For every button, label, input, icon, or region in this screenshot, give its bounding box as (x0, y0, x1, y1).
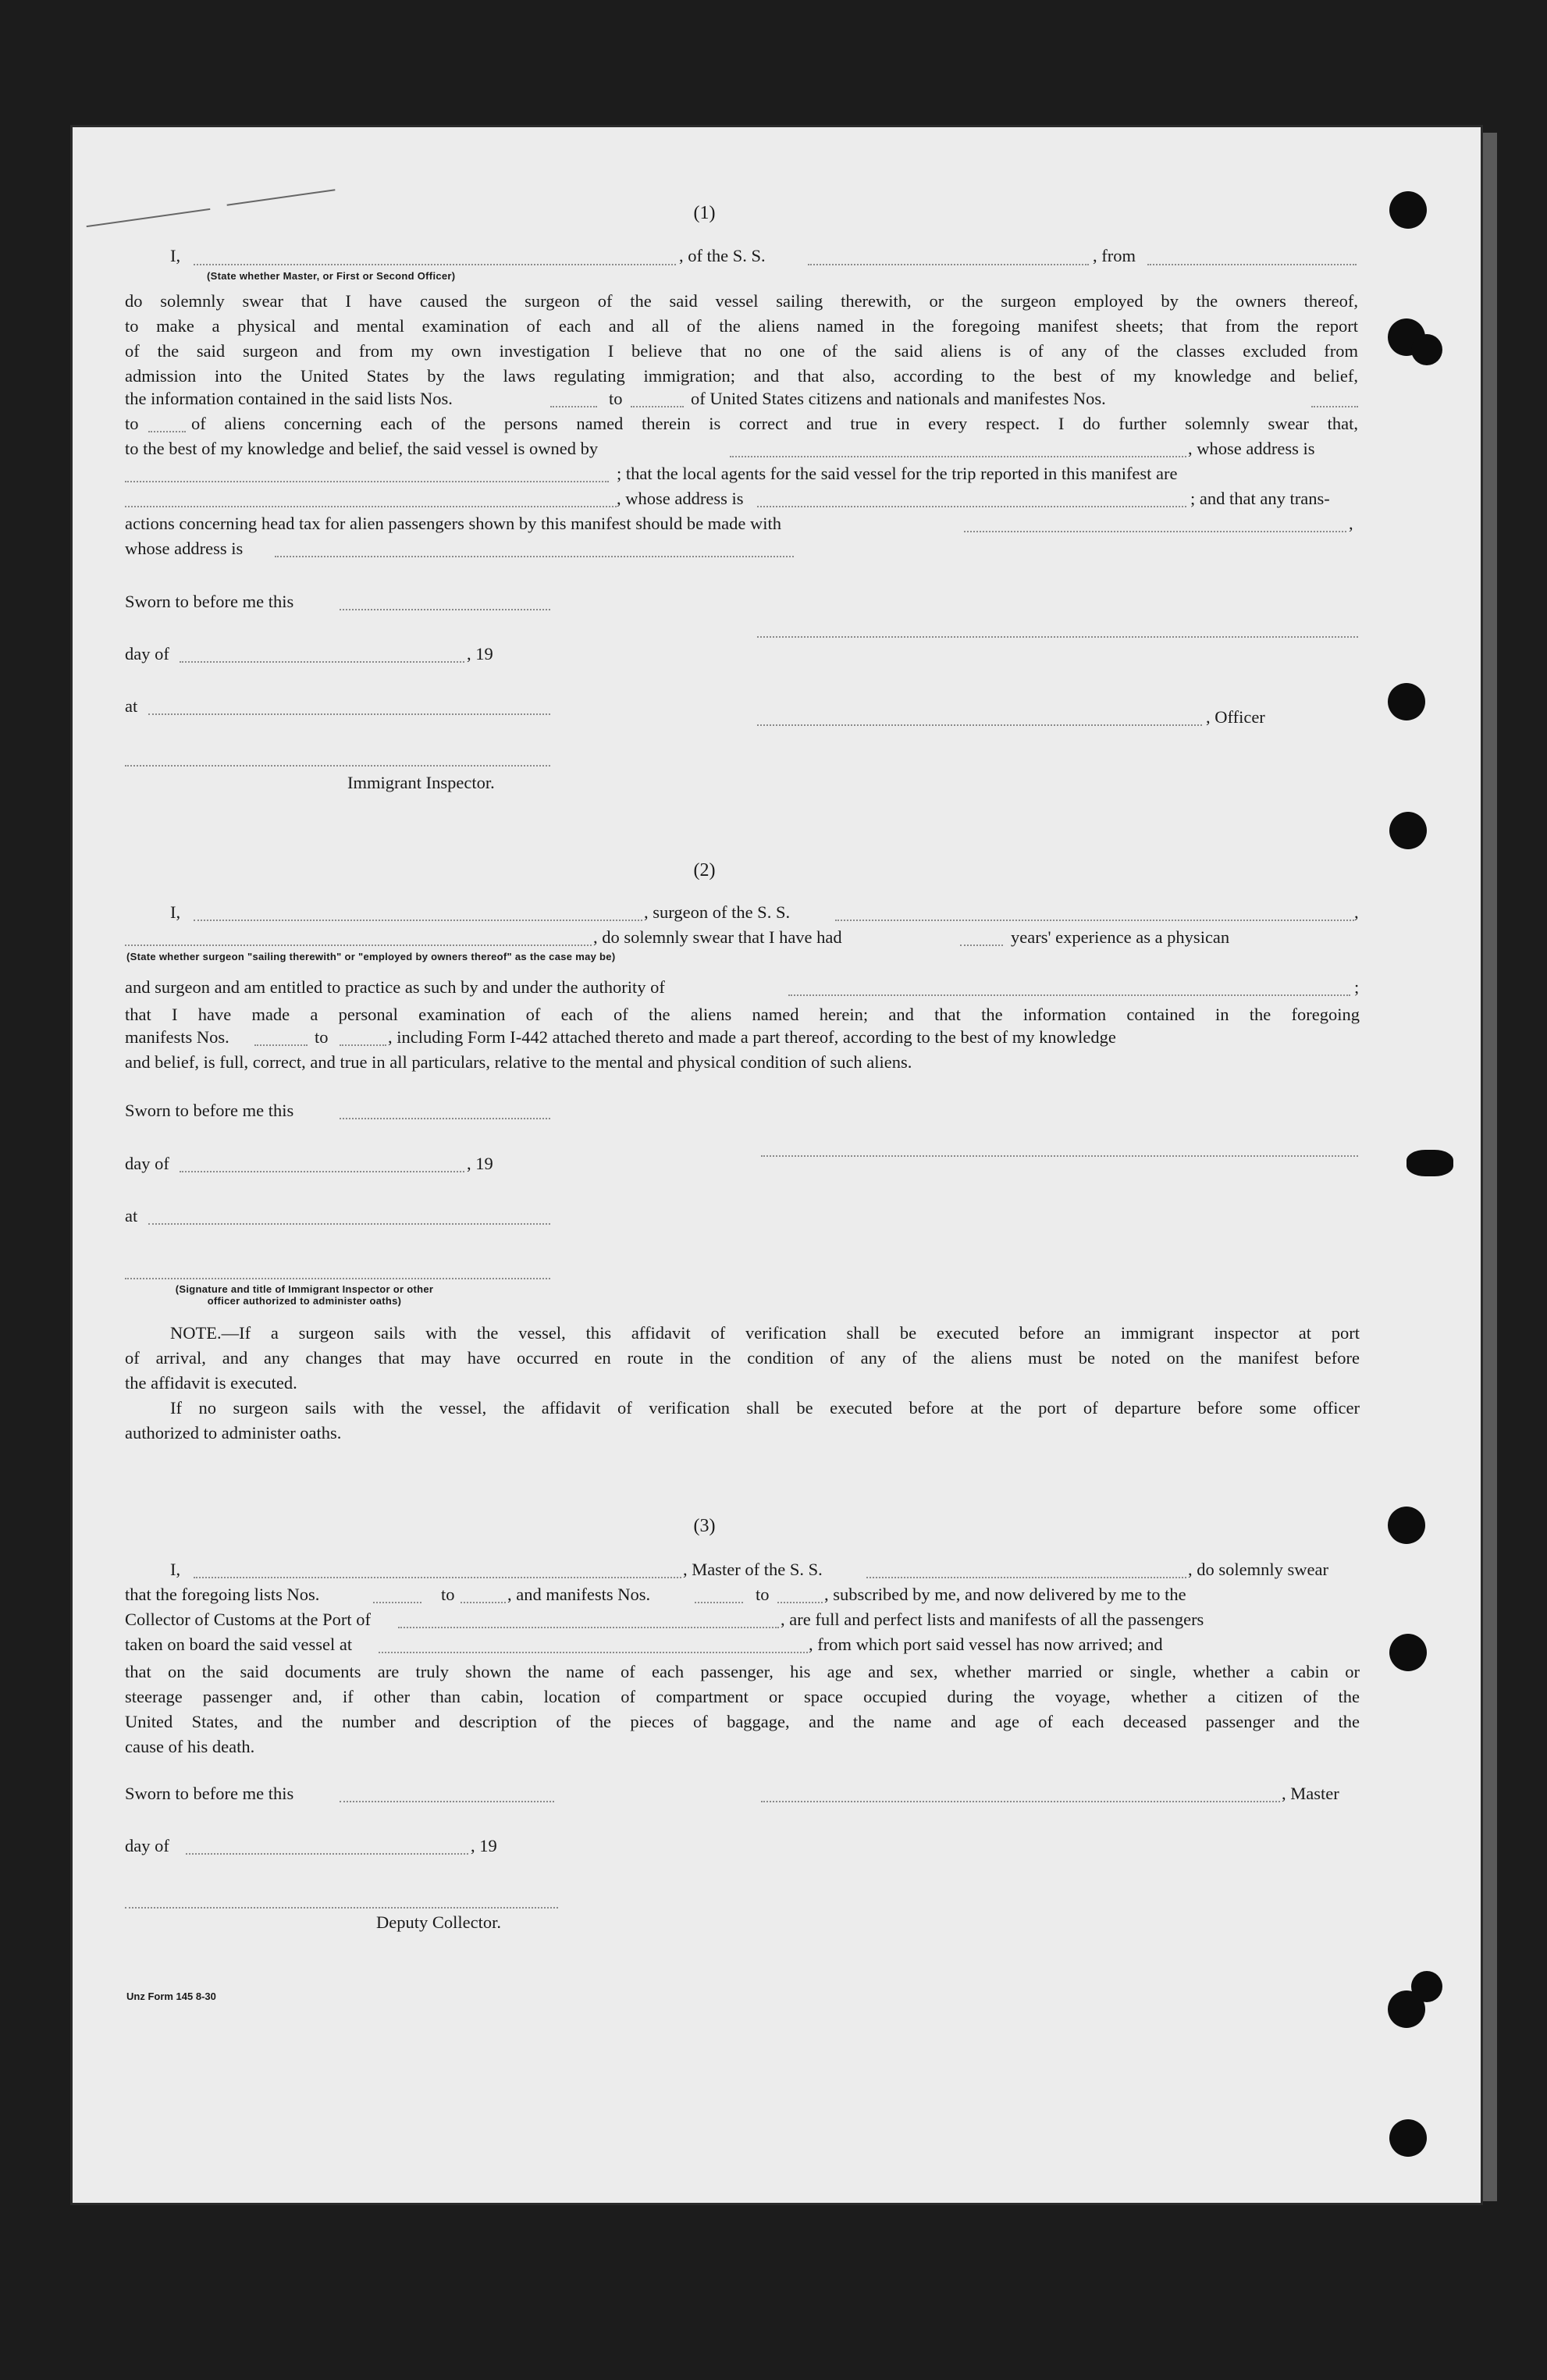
s3-paragraph: that on the said documents are truly shown the name of each passenger, his age and sex, whether married or single, whether a cabin or steerage passenger and, if other than cabin, location of compartment or space occupied during the voyage, whether a citizen of the United States, and the number and description of the pieces of baggage, and the name and age of each deceased passenger and the cause of his death. (125, 1662, 1360, 1756)
s2-ship-field[interactable] (835, 920, 1354, 921)
s2-note: NOTE.—If a surgeon sails with the vessel, this affidavit of verification shall be executed before an immigrant inspector at port of arrival, and any changes that may have occurred en route in the condition of any of the aliens must be noted on the manifest before the affidavit is executed. If no surgeon sails with the vessel, the affidavit of verification shall be executed before at the port of departure before some officer authorized to administer oaths. (125, 1323, 1360, 1443)
s1-from-field[interactable] (1147, 264, 1357, 265)
s2-inspector-field[interactable] (125, 1278, 550, 1279)
s1-from: , from (1093, 246, 1136, 265)
s3-day-field[interactable] (186, 1853, 468, 1855)
s3-boarded-at-field[interactable] (379, 1652, 808, 1653)
punch-hole (1389, 812, 1427, 849)
section-2-number: (2) (693, 860, 716, 880)
s1-name-field[interactable] (194, 264, 676, 265)
s2-last-line: and belief, is full, correct, and true in all particulars, relative to the mental and physical condition of such aliens. (125, 1052, 912, 1072)
s1-lists-c: of United States citizens and nationals and manifestes Nos. (691, 389, 1106, 408)
s1-owner-address-field[interactable] (125, 481, 609, 482)
s1-day-field[interactable] (180, 661, 464, 663)
s1-officer: , Officer (1206, 707, 1265, 727)
s1-lists-to-field[interactable] (631, 406, 684, 407)
s3-swear: , do solemnly swear (1188, 1560, 1328, 1579)
s1-sworn-field[interactable] (340, 609, 550, 610)
s1-inspector-field[interactable] (125, 765, 550, 767)
s3-deputy: Deputy Collector. (376, 1912, 501, 1932)
s2-sworn-field[interactable] (340, 1118, 550, 1119)
s2-years-field[interactable] (960, 945, 1003, 946)
s1-inspector: Immigrant Inspector. (347, 773, 495, 792)
punch-hole (1411, 334, 1442, 365)
s3-lists-to-field[interactable] (461, 1602, 506, 1603)
form-page: (1) I, , of the S. S. , from (State whether Master, or First or Second Officer) do solemnly swear that I have caused the surgeon of the said vessel sailing therewith, or the surgeon employed by the owners thereof, to make a physical and mental examination of each and all of the aliens named in the foregoing manifest sheets; that from the report of the said surgeon and from my own investigation I believe that no one of the said aliens is of any of the classes excluded from admission into the United States by the laws regulating immigration; and that also, according to the best of my knowledge and belief, the information contained in the said lists Nos. to of United States citizens and nationals and manifestes Nos. to of aliens concerning each of the persons named therein is correct and true in every respect. I do further solemnly swear that, to the best of my knowledge and belief, the said vessel is owned by , whose address is ; that the local agents for the said vessel for the trip reported in this manifest are , whose address is ; and that any trans- actions concerning head tax for alien passengers shown by this manifest should be made with , whose address is Sworn to before me this day of , 19 at , Officer Immigrant Inspector. (2) I, , surgeon of the S. S. , , do solemnly swear that I have had years' experience as a physican (State whether surgeon "sailing therewith" or "employed by owners thereof" as the case may be) and surgeon and am entitled to practice as such by and under the authority of ; that I have made a personal examination of each of the aliens named herein; and that the information contained in the foregoing manifests Nos. to , including Form I-442 attached thereto and made a part thereof, according to the best of my knowledge and belief, is full, correct, and true in all particulars, relative to the mental and physical condition of such aliens. Sworn to before me this day of , 19 at (Signature and title of Immigrant Inspector or other officer authorized to administer oaths) NOTE.—If a surgeon sails with the vessel, this affidavit of verification shall be executed before an immigrant inspector at port of arrival, and any changes that may have occurred en route in the condition of any of the aliens must be noted on the manifest before the affidavit is executed. If no surgeon sails with the vessel, the affidavit of verification shall be executed before at the port of departure before some officer authorized to administer oaths. (3) I, , Master of the S. S. , do solemnly swear that the foregoing lists Nos. to , and manifests Nos. to , subscribed by me, and now delivered by me to the Collector of Customs at the Port of , are full and perfect lists and manifests of all the passengers taken on board the said vessel at , from which port said vessel has now arrived; and that on the said documents are truly shown the name of each passenger, his age and sex, whether married or single, whether a cabin or steerage passenger and, if other than cabin, location of compartment or space occupied during the voyage, whether a citizen of the United States, and the number and description of the pieces of baggage, and the name and age of each deceased passenger and the cause of his death. Sworn to before me this , Master day of , 19 Deputy Collector. Unz Form 145 8-30 (70, 125, 1483, 2205)
s2-authority: and surgeon and am entitled to practice as such by and under the authority of (125, 977, 665, 997)
s2-manifests-from-field[interactable] (254, 1044, 308, 1046)
s1-of-ss: , of the S. S. (679, 246, 766, 265)
s1-year: , 19 (467, 644, 493, 663)
s1-i: I, (170, 246, 181, 265)
s1-manifests-field[interactable] (1311, 406, 1358, 407)
s1-at-field[interactable] (148, 713, 550, 715)
s2-manifests-b: to (315, 1027, 329, 1047)
s2-at-field[interactable] (148, 1223, 550, 1225)
s2-i: I, (170, 902, 181, 922)
s3-master-label: , Master (1282, 1784, 1339, 1803)
s1-lists-b: to (609, 389, 623, 408)
s3-line4-b: , from which port said vessel has now arrived; and (809, 1635, 1163, 1654)
s3-line2-b: to (441, 1585, 455, 1604)
section-3-number: (3) (693, 1516, 716, 1536)
s1-head-tax-field[interactable] (964, 531, 1346, 532)
s3-port-field[interactable] (398, 1627, 779, 1628)
s1-owner-field[interactable] (730, 456, 1186, 457)
s1-sworn: Sworn to before me this (125, 592, 294, 611)
s3-line2-c: , and manifests Nos. (507, 1585, 651, 1604)
s3-sworn: Sworn to before me this (125, 1784, 294, 1803)
s2-surgeon: , surgeon of the S. S. (644, 902, 791, 922)
punch-hole (1389, 191, 1427, 229)
s3-line2-e: , subscribed by me, and now delivered by me to the (824, 1585, 1186, 1604)
punch-hole (1389, 2119, 1427, 2157)
s3-i: I, (170, 1560, 181, 1579)
s2-line2-a: , do solemnly swear that I have had (593, 927, 842, 947)
s3-line3-b: , are full and perfect lists and manifests of all the passengers (781, 1610, 1204, 1629)
s3-line2-d: to (756, 1585, 770, 1604)
s3-manifests-from-field[interactable] (695, 1602, 743, 1603)
s2-name-field[interactable] (194, 920, 642, 921)
page-edge (1483, 133, 1497, 2201)
s1-at: at (125, 696, 138, 716)
s1-head-tax: actions concerning head tax for alien passengers shown by this manifest should be made with (125, 514, 782, 533)
punch-hole (1388, 1507, 1425, 1544)
s2-paragraph: that I have made a personal examination of each of the aliens named herein; and that the information contained in the foregoing (125, 1005, 1360, 1024)
s3-year: , 19 (471, 1836, 497, 1855)
s1-agents-field[interactable] (125, 506, 617, 507)
s1-owned-a: to the best of my knowledge and belief, the said vessel is owned by (125, 439, 599, 458)
s3-line2-a: that the foregoing lists Nos. (125, 1585, 320, 1604)
s1-address-a: , whose address is (617, 489, 744, 508)
s1-day-of: day of (125, 644, 169, 663)
s2-signature-note: (Signature and title of Immigrant Inspector or other officer authorized to administer oaths) (175, 1283, 434, 1307)
s3-line4-a: taken on board the said vessel at (125, 1635, 353, 1654)
s2-manifests-c: , including Form I-442 attached thereto and made a part thereof, according to the best of my knowledge (388, 1027, 1116, 1047)
s1-to-field[interactable] (148, 431, 186, 432)
s1-to-b: of aliens concerning each of the persons named therein is correct and true in every respect. I do further solemnly swear that, (191, 414, 1358, 433)
s1-signature-field[interactable] (757, 636, 1358, 638)
s1-paragraph: do solemnly swear that I have caused the surgeon of the said vessel sailing therewith, or the surgeon employed by the owners thereof, to make a physical and mental examination of each and all of the aliens named in the foregoing manifest sheets; that from the report of the said surgeon and from my own investigation I believe that no one of the said aliens is of any of the classes excluded from admission into the United States by the laws regulating immigration; and that also, according to the best of my knowledge and belief, (125, 291, 1358, 386)
punch-hole (1389, 1634, 1427, 1671)
section-1-number: (1) (693, 203, 716, 223)
s3-master-signature-field[interactable] (761, 1801, 1280, 1802)
s2-line2-b: years' experience as a physican (1011, 927, 1230, 947)
s2-sworn: Sworn to before me this (125, 1101, 294, 1120)
s2-authority-field[interactable] (788, 994, 1350, 996)
s1-agents-address-field[interactable] (757, 506, 1186, 507)
s1-whose-field[interactable] (275, 556, 794, 557)
s2-signature-field[interactable] (761, 1155, 1358, 1157)
s1-agents-line: ; that the local agents for the said vessel for the trip reported in this manifest are (617, 464, 1178, 483)
s2-day-field[interactable] (180, 1171, 464, 1172)
s1-to-a: to (125, 414, 139, 433)
s3-line3-a: Collector of Customs at the Port of (125, 1610, 371, 1629)
s2-surgeon-note: (State whether surgeon "sailing therewith" or "employed by owners thereof" as the case may be) (126, 951, 616, 962)
s2-year: , 19 (467, 1154, 493, 1173)
s3-lists-from-field[interactable] (373, 1602, 421, 1603)
s3-name-field[interactable] (194, 1577, 681, 1578)
s2-at: at (125, 1206, 138, 1226)
s1-address-b: ; and that any trans- (1190, 489, 1330, 508)
s3-ship-field[interactable] (866, 1577, 1186, 1578)
s1-officer-field[interactable] (757, 724, 1202, 726)
s2-type-field[interactable] (125, 945, 592, 946)
s3-master: , Master of the S. S. (683, 1560, 823, 1579)
s3-deputy-field[interactable] (125, 1907, 558, 1909)
s2-manifests-a: manifests Nos. (125, 1027, 229, 1047)
s1-owned-b: , whose address is (1188, 439, 1315, 458)
punch-hole (1407, 1150, 1453, 1176)
punch-hole (1388, 683, 1425, 720)
s1-officer-note: (State whether Master, or First or Second Officer) (207, 270, 456, 282)
s1-ship-field[interactable] (808, 264, 1089, 265)
s2-day-of: day of (125, 1154, 169, 1173)
s2-manifests-to-field[interactable] (340, 1044, 386, 1046)
form-number: Unz Form 145 8-30 (126, 1990, 216, 2002)
s1-whose: whose address is (125, 539, 244, 558)
s3-sworn-field[interactable] (340, 1801, 554, 1802)
punch-hole (1388, 1990, 1425, 2028)
s1-lists-a: the information contained in the said lists Nos. (125, 389, 453, 408)
s1-lists-from-field[interactable] (550, 406, 597, 407)
s3-day-of: day of (125, 1836, 169, 1855)
s3-manifests-to-field[interactable] (777, 1602, 823, 1603)
